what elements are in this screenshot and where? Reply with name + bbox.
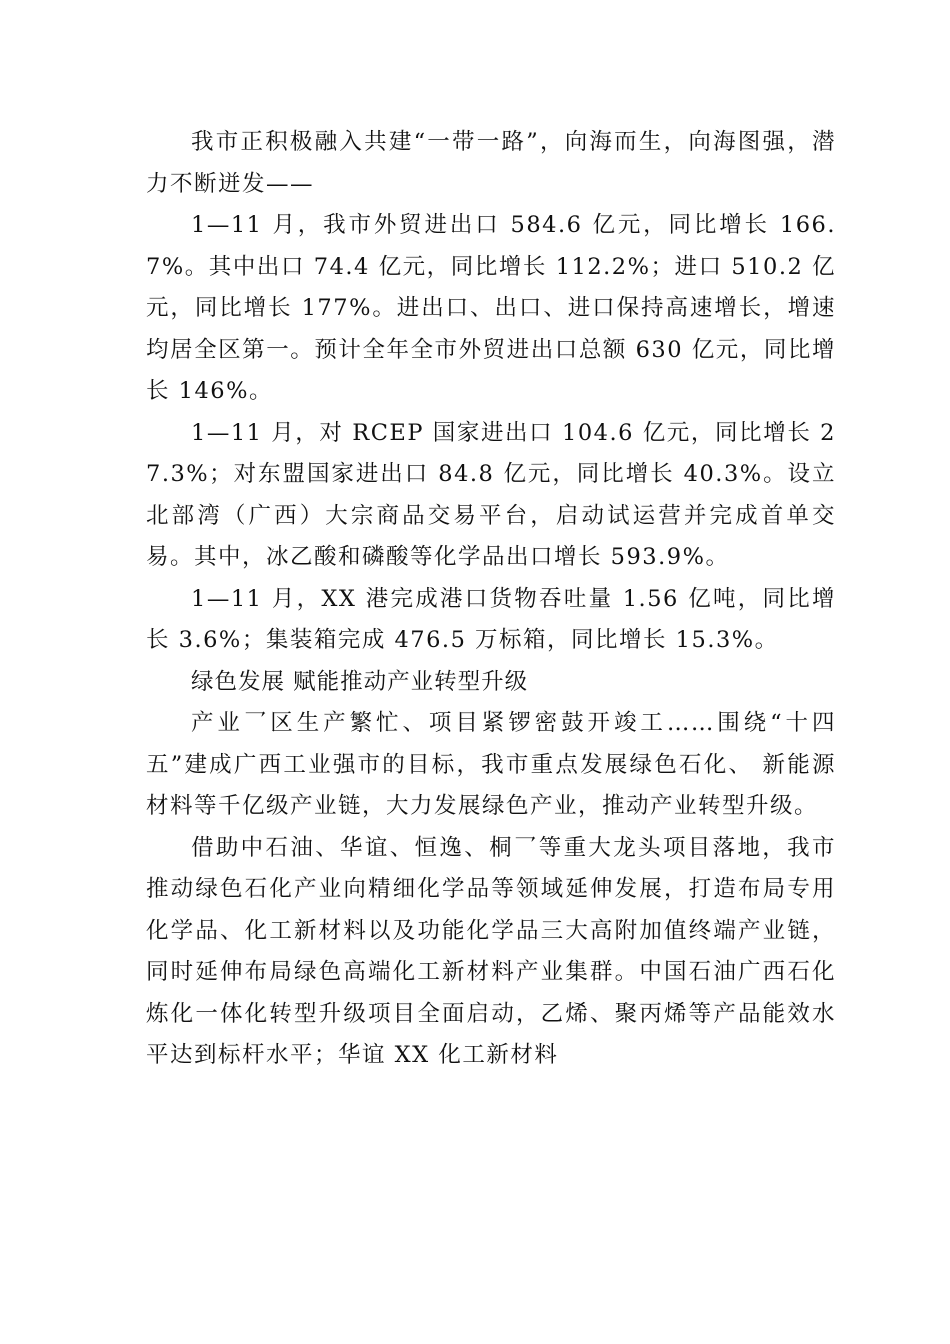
section-heading: 绿色发展 赋能推动产业转型升级 <box>191 668 529 695</box>
paragraph-intro: 我市正积极融入共建“一带一路”，向海而生，向海图强，潜力不断迸发—— <box>146 129 836 197</box>
paragraph-industry-parks: 产业⺂区生产繁忙、项目紧锣密鼓开竣工……围绕“十四五”建成广西工业强市的目标，我市重点发展绿色石化、 新能源材料等千亿级产业链，大力发展绿色产业，推动产业转型升级。 <box>146 710 836 819</box>
paragraph-petrochemical: 借助中石油、华谊、恒逸、桐⺂等重大龙头项目落地，我市推动绿色石化产业向精细化学品等领域延伸发展，打造布局专用化学品、化工新材料以及功能化学品三大高附加值终端产业链，同时延伸布局绿色高端化工新材料产业集群。中国石油广西石化炼化一体化转型升级项目全面启动，乙烯、聚丙烯等产品能效水平达到标杆水平；华谊 XX 化工新材料 <box>146 834 836 1068</box>
document-body <box>146 122 836 1077</box>
paragraph-rcep-trade: 1—11 月，对 RCEP 国家进出口 104.6 亿元，同比增长 27.3%；对东盟国家进出口 84.8 亿元，同比增长 40.3%。设立北部湾（广西）大宗商品交易平台，启动试运营并完成首单交易。其中，冰乙酸和磷酸等化学品出口增长 593.9%。 <box>146 419 836 570</box>
paragraph-foreign-trade: 1—11 月，我市外贸进出口 584.6 亿元，同比增长 166.7%。其中出口 74.4 亿元，同比增长 112.2%；进口 510.2 亿元，同比增长 177%。进出口、出口、进口保持高速增长，增速均居全区第一。预计全年全市外贸进出口总额 630 亿元，同比增长 146%。 <box>146 212 836 404</box>
paragraph-port-throughput: 1—11 月，XX 港完成港口货物吞吐量 1.56 亿吨，同比增长 3.6%；集装箱完成 476.5 万标箱，同比增长 15.3%。 <box>146 585 836 653</box>
